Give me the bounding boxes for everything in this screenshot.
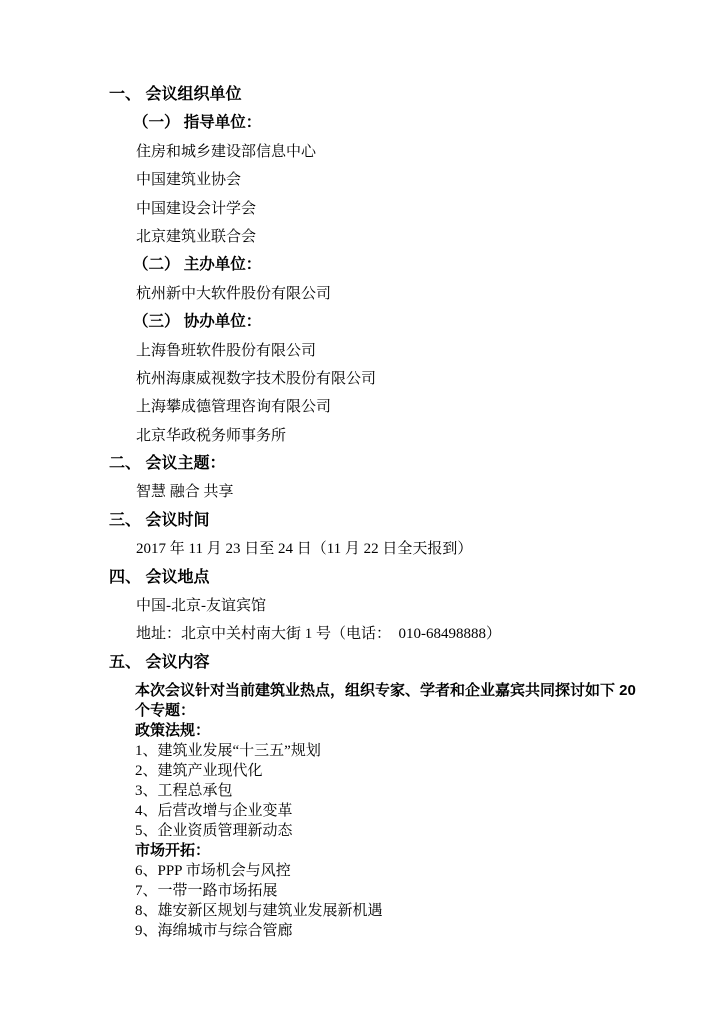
list-item: 2、建筑产业现代化 [135, 763, 263, 779]
list-item: 7、一带一路市场拓展 [135, 883, 278, 899]
text-line: 中国建筑业协会 [136, 172, 242, 189]
section-heading: 五、 会议内容 [109, 653, 210, 671]
text-line: 上海鲁班软件股份有限公司 [136, 342, 317, 359]
bold-text-line: 个专题： [135, 702, 196, 719]
text-line: 住房和城乡建设部信息中心 [136, 143, 317, 160]
bold-text-line: 本次会议针对当前建筑业热点，组织专家、学者和企业嘉宾共同探讨如下 20 [135, 682, 636, 699]
list-item: 9、海绵城市与综合管廊 [135, 923, 293, 939]
section-heading: 一、 会议组织单位 [109, 86, 242, 103]
text-line: 中国-北京-友谊宾馆 [136, 598, 266, 615]
sub-heading: （三） 协办单位： [133, 313, 262, 331]
section-heading: 三、 会议时间 [109, 511, 210, 529]
list-item: 1、建筑业发展“十三五”规划 [135, 743, 321, 759]
text-line: 地址：北京中关村南大街 1 号（电话： 010-68498888） [136, 626, 501, 643]
conference-content-section [0, 681, 724, 941]
conference-info-section [0, 81, 724, 677]
text-line: 智慧 融合 共享 [136, 484, 234, 501]
text-line: 杭州海康威视数字技术股份有限公司 [136, 370, 377, 387]
list-item: 3、工程总承包 [135, 783, 233, 799]
text-line: 北京华政税务师事务所 [136, 427, 287, 444]
section-heading: 四、 会议地点 [109, 568, 210, 586]
bold-text-line: 政策法规： [135, 722, 211, 739]
section-heading: 二、 会议主题： [109, 455, 226, 473]
list-item: 6、PPP 市场机会与风控 [135, 863, 291, 879]
sub-heading: （一） 指导单位： [133, 114, 262, 132]
bold-text-line: 市场开拓： [135, 842, 211, 859]
text-line: 2017 年 11 月 23 日至 24 日（11 月 22 日全天报到） [136, 541, 473, 558]
text-line: 中国建设会计学会 [136, 200, 257, 217]
text-line: 上海攀成德管理咨询有限公司 [136, 399, 332, 416]
list-item: 8、雄安新区规划与建筑业发展新机遇 [135, 903, 383, 919]
list-item: 4、后营改增与企业变革 [135, 803, 293, 819]
list-item: 5、企业资质管理新动态 [135, 823, 293, 839]
text-line: 北京建筑业联合会 [136, 228, 257, 245]
text-line: 杭州新中大软件股份有限公司 [136, 285, 332, 302]
sub-heading: （二） 主办单位： [133, 256, 262, 274]
